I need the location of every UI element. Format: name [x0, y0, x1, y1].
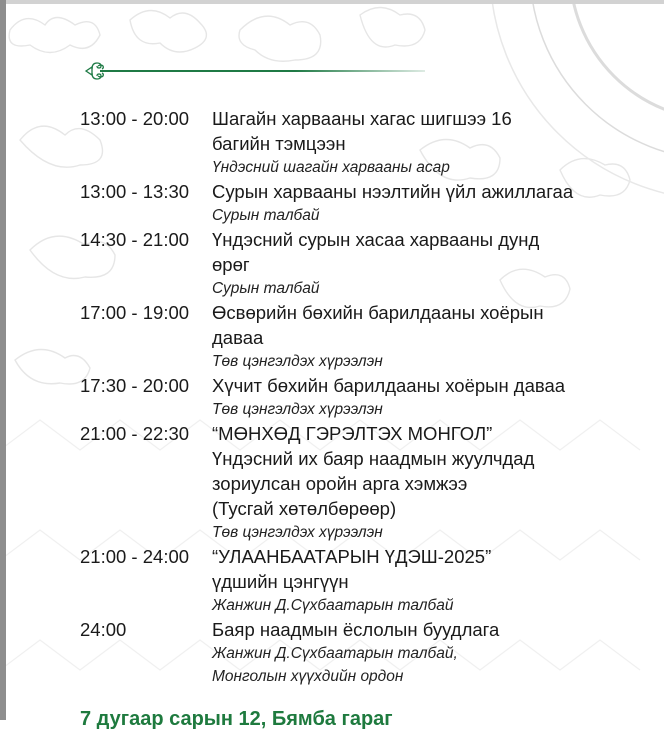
event-venue: Төв цэнгэлдэх хүрээлэн — [212, 524, 383, 541]
event-venue: Төв цэнгэлдэх хүрээлэн — [212, 353, 383, 370]
event-details — [212, 421, 660, 544]
event-row — [80, 373, 660, 421]
event-time: 17:00 - 19:00 — [80, 302, 190, 323]
event-title-line: үдшийн цэнгүүн — [212, 571, 349, 592]
event-details — [212, 373, 660, 421]
event-row — [80, 179, 660, 227]
event-details — [212, 300, 660, 373]
event-time: 13:00 - 13:30 — [80, 181, 190, 202]
event-row — [80, 421, 660, 544]
event-title-line: Шагайн харвааны хагас шигшээ 16 — [212, 108, 512, 129]
event-time: 14:30 - 21:00 — [80, 229, 190, 250]
event-time: 13:00 - 20:00 — [80, 108, 190, 129]
event-venue: Сурын талбай — [212, 207, 320, 224]
event-venue: Монголын хүүхдийн ордон — [212, 668, 404, 685]
event-details — [212, 544, 660, 617]
event-time: 17:30 - 20:00 — [80, 375, 190, 396]
event-title-line: (Тусгай хөтөлбөрөөр) — [212, 498, 397, 519]
event-row — [80, 617, 660, 688]
event-title-line: “УЛААНБААТАРЫН ҮДЭШ-2025” — [212, 546, 492, 567]
top-border-strip — [0, 0, 664, 4]
event-time: 21:00 - 22:30 — [80, 423, 190, 444]
event-title-line: өрөг — [212, 254, 250, 275]
event-row — [80, 544, 660, 617]
event-details — [212, 617, 660, 688]
event-venue: Сурын талбай — [212, 280, 320, 297]
event-row — [80, 227, 660, 300]
event-details — [212, 179, 660, 227]
event-details — [212, 227, 660, 300]
event-venue: Төв цэнгэлдэх хүрээлэн — [212, 401, 383, 418]
section-divider-line — [100, 70, 425, 72]
event-venue: Жанжин Д.Сүхбаатарын талбай, — [212, 645, 458, 662]
next-day-heading: 7 дугаар сарын 12, Бямба гараг — [80, 708, 393, 730]
event-title-line: зориулсан оройн арга хэмжээ — [212, 473, 468, 494]
event-title-line: даваа — [212, 327, 264, 348]
cloud-scroll-ornament-icon — [84, 60, 106, 86]
event-title-line: Үндэсний сурын хасаа харвааны дунд — [212, 229, 540, 250]
event-details — [212, 106, 660, 179]
event-title-line: Баяр наадмын ёслолын буудлага — [212, 619, 500, 640]
event-schedule — [80, 106, 660, 688]
left-border-strip — [0, 0, 6, 720]
event-time: 24:00 — [80, 619, 127, 640]
event-title-line: Өсвөрийн бөхийн барилдааны хоёрын — [212, 302, 544, 323]
event-title-line: Хүчит бөхийн барилдааны хоёрын даваа — [212, 375, 566, 396]
event-venue: Жанжин Д.Сүхбаатарын талбай — [212, 597, 454, 614]
event-title-line: “МӨНХӨД ГЭРЭЛТЭХ МОНГОЛ” — [212, 423, 493, 444]
event-title-line: Үндэсний их баяр наадмын жуулчдад — [212, 448, 535, 469]
event-title-line: Сурын харвааны нээлтийн үйл ажиллагаа — [212, 181, 574, 202]
event-time: 21:00 - 24:00 — [80, 546, 190, 567]
event-row — [80, 106, 660, 179]
event-title-line: багийн тэмцээн — [212, 133, 346, 154]
event-row — [80, 300, 660, 373]
event-venue: Үндэсний шагайн харвааны асар — [212, 159, 450, 176]
